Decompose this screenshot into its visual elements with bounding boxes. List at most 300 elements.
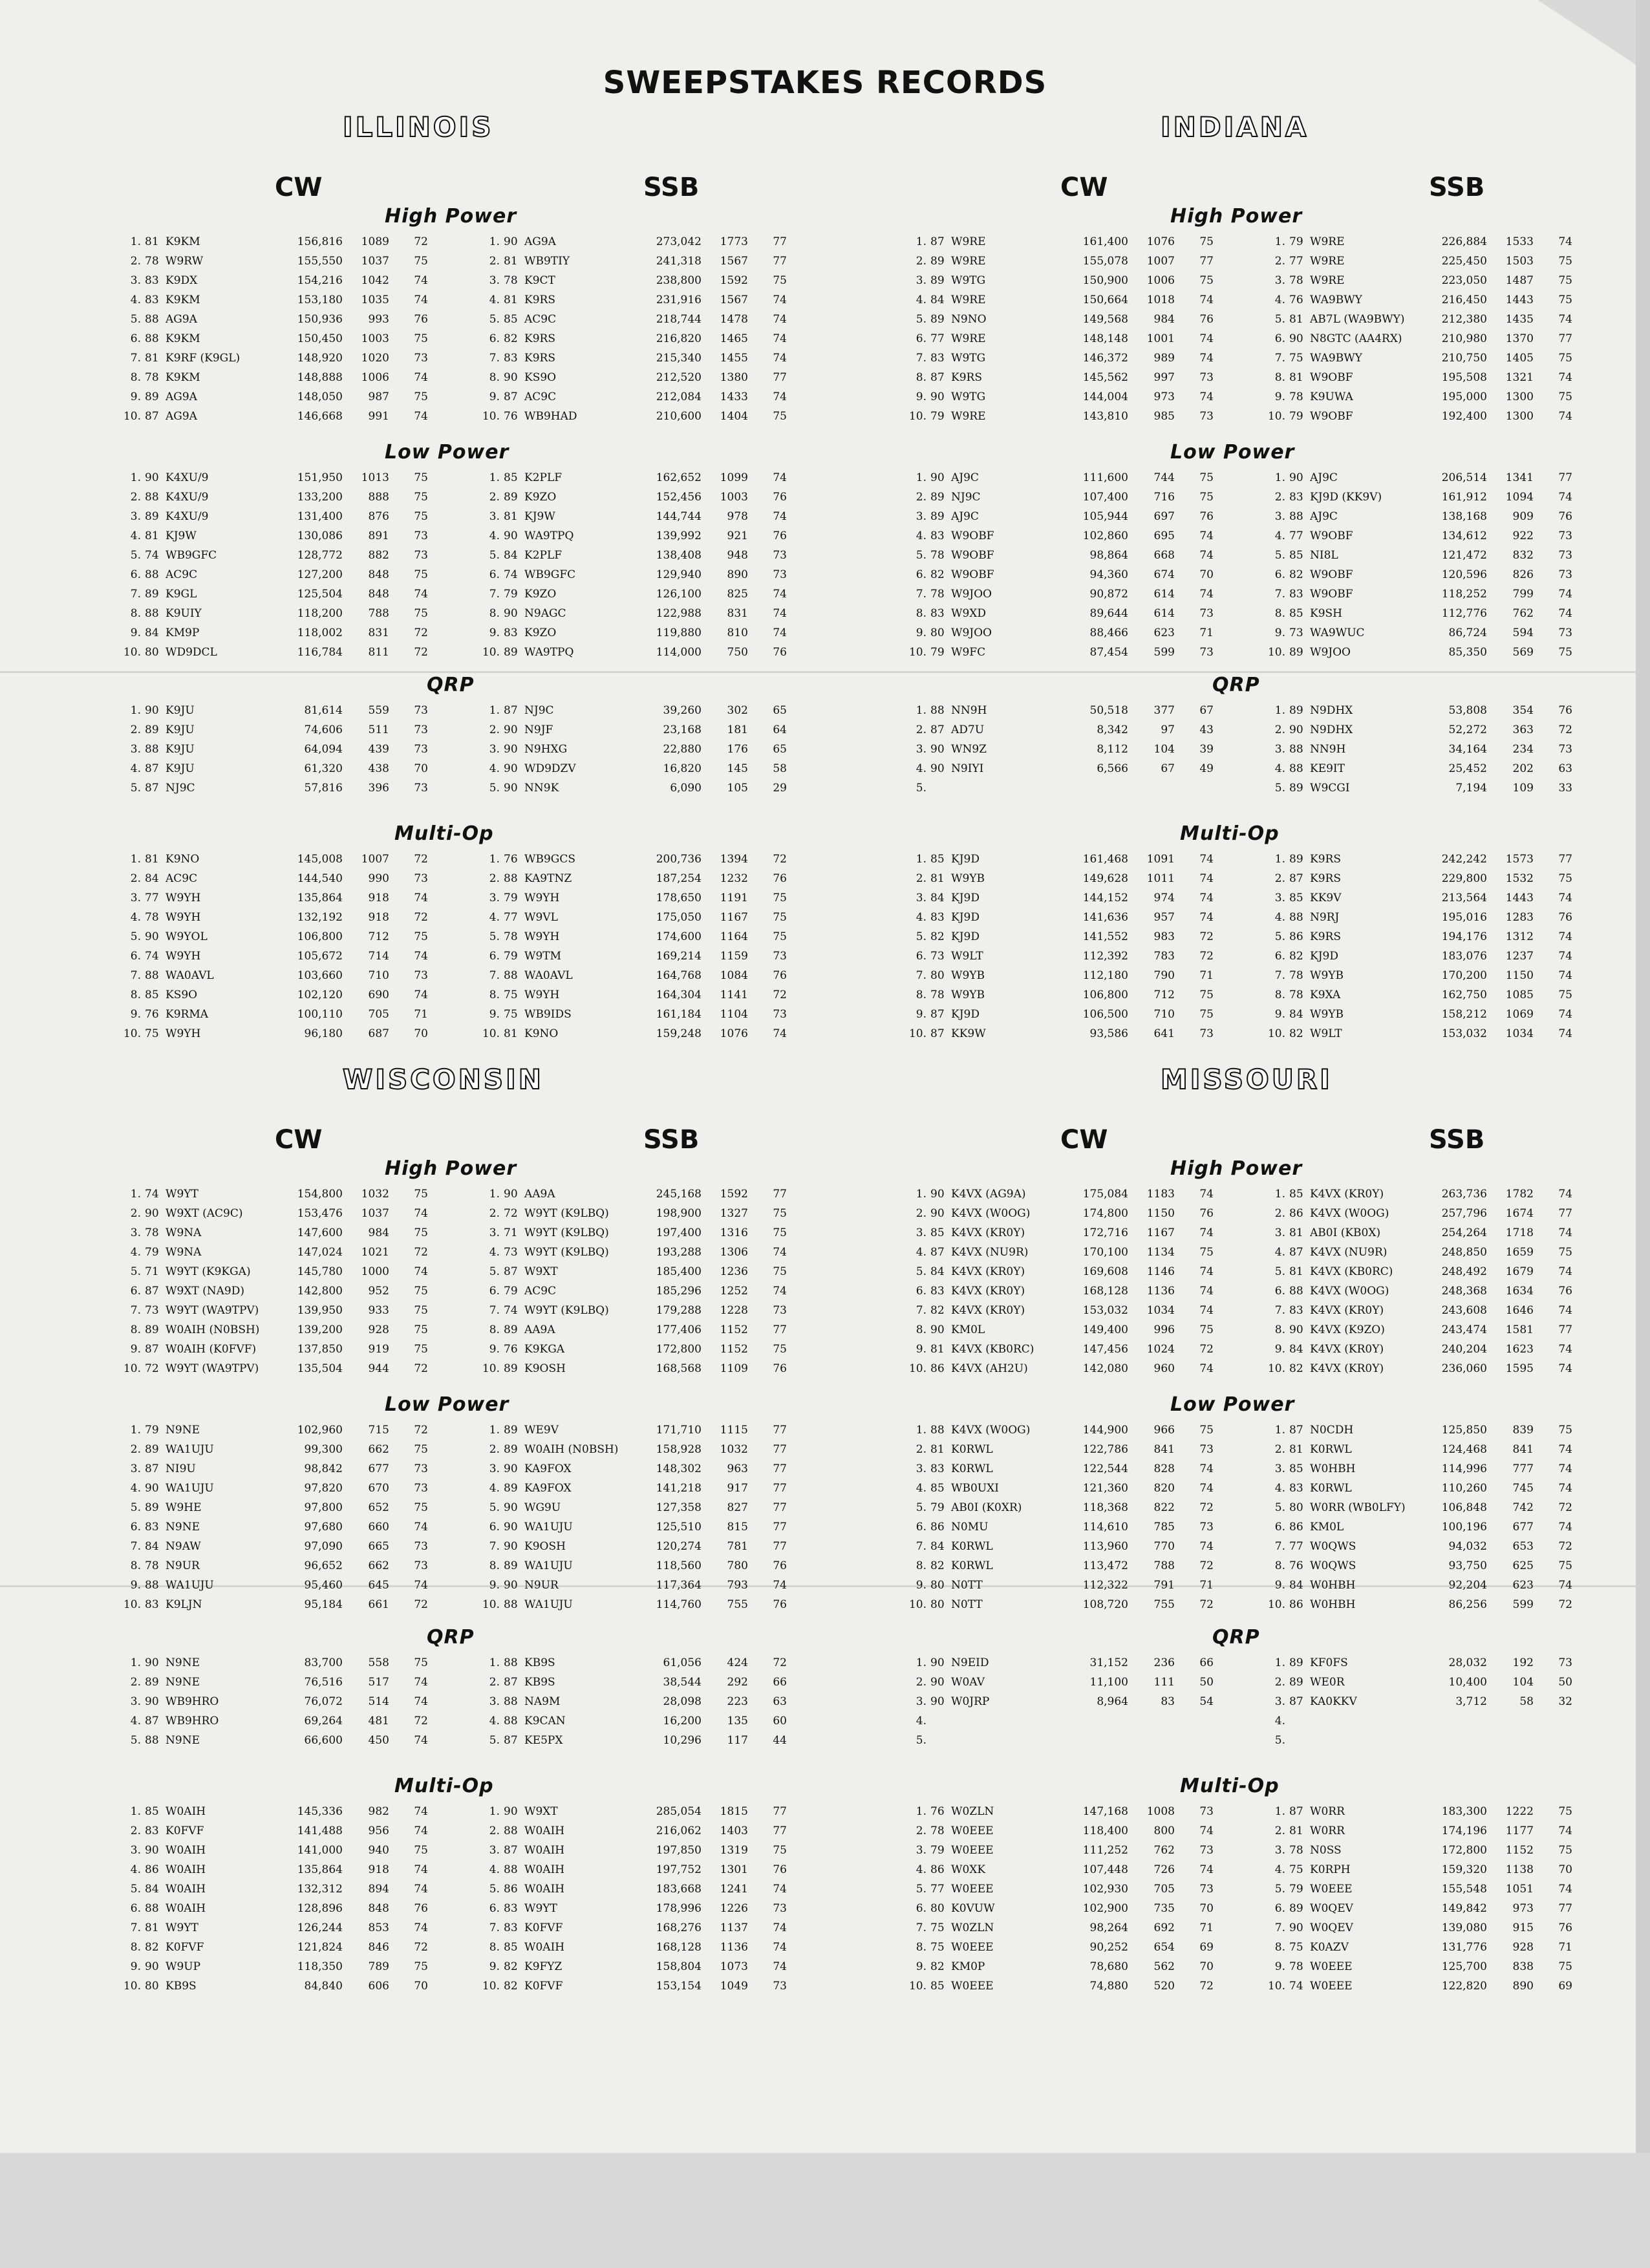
record-multipliers: 72 bbox=[1558, 1501, 1572, 1514]
record-callsign: K0RWL bbox=[951, 1540, 993, 1553]
record-score: 212,520 bbox=[656, 371, 702, 384]
record-rank: 5. bbox=[1274, 930, 1285, 943]
record-multipliers: 71 bbox=[1199, 626, 1214, 639]
record-year: 87 bbox=[930, 723, 945, 736]
record-rank: 1. bbox=[916, 1656, 927, 1669]
table-row bbox=[902, 1673, 1214, 1692]
record-year: 81 bbox=[930, 1443, 945, 1456]
record-multipliers: 74 bbox=[1558, 235, 1572, 248]
record-callsign: WB9IDS bbox=[524, 1008, 572, 1021]
table-row bbox=[902, 1821, 1214, 1841]
table-row bbox=[116, 623, 428, 643]
record-qsos: 1567 bbox=[720, 294, 748, 306]
record-score: 225,450 bbox=[1441, 255, 1487, 268]
record-qsos: 654 bbox=[1153, 1941, 1175, 1954]
record-qsos: 909 bbox=[1512, 510, 1534, 523]
record-multipliers: 72 bbox=[773, 1656, 787, 1669]
record-callsign: AD7U bbox=[951, 723, 985, 736]
record-year: 75 bbox=[930, 1941, 945, 1954]
category-multi-op: Multi-Op bbox=[1180, 822, 1280, 845]
record-qsos: 1076 bbox=[720, 1027, 748, 1040]
record-rank: 9. bbox=[130, 390, 141, 403]
record-year: 87 bbox=[504, 1265, 518, 1278]
record-rank: 9. bbox=[1274, 1960, 1285, 1973]
record-year: 78 bbox=[930, 549, 945, 562]
record-score: 121,472 bbox=[1441, 549, 1487, 562]
record-callsign: K4VX (KR0Y) bbox=[1310, 1362, 1384, 1375]
record-multipliers: 70 bbox=[1558, 1863, 1572, 1876]
record-rank: 4. bbox=[489, 1246, 500, 1259]
record-multipliers: 74 bbox=[1199, 1265, 1214, 1278]
record-year: 79 bbox=[145, 1424, 159, 1437]
record-multipliers: 74 bbox=[1199, 1285, 1214, 1298]
table-row bbox=[1261, 1731, 1572, 1750]
record-rank: 5. bbox=[130, 313, 141, 326]
table-row bbox=[116, 1692, 428, 1711]
record-year: 85 bbox=[504, 471, 518, 484]
table-row bbox=[1261, 1711, 1572, 1731]
record-year: 89 bbox=[504, 1559, 518, 1572]
record-year: 88 bbox=[145, 1902, 159, 1915]
record-year: 78 bbox=[504, 274, 518, 287]
table-row bbox=[475, 985, 787, 1005]
table-row bbox=[116, 1879, 428, 1899]
record-score bbox=[1066, 778, 1128, 798]
record-callsign: W9RE bbox=[1310, 274, 1345, 287]
record-rank: 1. bbox=[1274, 1188, 1285, 1201]
record-year: 84 bbox=[930, 1540, 945, 1553]
record-qsos: 810 bbox=[727, 626, 748, 639]
record-rank: 10. bbox=[908, 1362, 927, 1375]
record-rank: 4. bbox=[916, 530, 927, 542]
category-low-power: Low Power bbox=[1170, 1393, 1295, 1416]
table-row bbox=[116, 1653, 428, 1673]
record-callsign: WA0AVL bbox=[524, 969, 573, 982]
record-rank: 8. bbox=[130, 1323, 141, 1336]
record-year: 88 bbox=[145, 969, 159, 982]
table-row bbox=[1261, 985, 1572, 1005]
record-rank: 4. bbox=[1274, 1246, 1285, 1259]
record-rank: 1. bbox=[130, 853, 141, 866]
record-qsos: 109 bbox=[1512, 782, 1534, 795]
record-qsos: 710 bbox=[368, 969, 389, 982]
record-multipliers: 75 bbox=[414, 568, 428, 581]
record-score: 238,800 bbox=[656, 274, 702, 287]
record-year: 90 bbox=[145, 1844, 159, 1857]
table-row bbox=[475, 1692, 787, 1711]
record-rank: 9. bbox=[489, 1008, 500, 1021]
record-callsign: W9JOO bbox=[1310, 646, 1351, 659]
record-qsos: 1006 bbox=[1146, 274, 1175, 287]
record-rank: 4. bbox=[1274, 762, 1285, 775]
record-multipliers: 74 bbox=[1199, 911, 1214, 924]
record-year: 78 bbox=[930, 989, 945, 1001]
record-multipliers: 77 bbox=[1558, 332, 1572, 345]
record-rank: 2. bbox=[1274, 872, 1285, 885]
record-rank: 4. bbox=[489, 294, 500, 306]
record-qsos: 989 bbox=[1153, 352, 1175, 365]
record-score: 178,650 bbox=[656, 892, 702, 904]
record-score: 172,800 bbox=[656, 1343, 702, 1356]
category-qrp: QRP bbox=[427, 674, 475, 696]
record-multipliers: 72 bbox=[414, 1715, 428, 1728]
record-score: 139,200 bbox=[297, 1323, 343, 1336]
record-score: 195,000 bbox=[1441, 390, 1487, 403]
record-year: 89 bbox=[504, 1323, 518, 1336]
record-callsign: K0AZV bbox=[1310, 1941, 1349, 1954]
table-row bbox=[116, 740, 428, 759]
record-year: 81 bbox=[145, 853, 159, 866]
record-year: 72 bbox=[145, 1362, 159, 1375]
record-score: 240,204 bbox=[1441, 1343, 1487, 1356]
record-qsos: 846 bbox=[368, 1941, 389, 1954]
record-qsos: 1034 bbox=[1505, 1027, 1534, 1040]
record-year: 87 bbox=[145, 410, 159, 423]
record-multipliers: 75 bbox=[1558, 872, 1572, 885]
record-rank: 9. bbox=[916, 626, 927, 639]
record-score: 112,776 bbox=[1441, 607, 1487, 620]
record-year: 85 bbox=[145, 989, 159, 1001]
record-qsos: 890 bbox=[1512, 1980, 1534, 1993]
table-row bbox=[902, 348, 1214, 368]
table-row bbox=[902, 1938, 1214, 1957]
record-qsos: 973 bbox=[1512, 1902, 1534, 1915]
record-multipliers: 73 bbox=[1199, 1521, 1214, 1534]
record-year: 84 bbox=[145, 872, 159, 885]
table-row bbox=[475, 271, 787, 290]
record-multipliers: 70 bbox=[1199, 1960, 1214, 1973]
record-callsign: KE9IT bbox=[1310, 762, 1345, 775]
record-multipliers: 77 bbox=[773, 1443, 787, 1456]
record-multipliers: 74 bbox=[773, 1921, 787, 1934]
record-rank: 8. bbox=[489, 989, 500, 1001]
cw-qrp-table bbox=[116, 1653, 428, 1750]
table-row bbox=[1261, 1262, 1572, 1281]
record-year: 90 bbox=[930, 1188, 945, 1201]
record-score: 175,050 bbox=[656, 911, 702, 924]
table-row bbox=[475, 1731, 787, 1750]
record-rank: 4. bbox=[916, 762, 927, 775]
record-callsign: WB9HAD bbox=[524, 410, 577, 423]
record-qsos: 1403 bbox=[720, 1824, 748, 1837]
record-callsign: KJ9D bbox=[951, 911, 980, 924]
record-qsos: 1327 bbox=[720, 1207, 748, 1220]
ssb-multi-op-table bbox=[1261, 1802, 1572, 1996]
record-callsign: WB9HRO bbox=[166, 1695, 219, 1708]
record-year: 84 bbox=[930, 1265, 945, 1278]
record-rank: 7. bbox=[916, 352, 927, 365]
record-multipliers: 72 bbox=[1199, 1343, 1214, 1356]
record-score: 97,090 bbox=[304, 1540, 343, 1553]
record-multipliers: 75 bbox=[773, 274, 787, 287]
record-callsign: NJ9C bbox=[951, 491, 981, 504]
record-score: 102,960 bbox=[297, 1424, 343, 1437]
record-qsos: 1567 bbox=[720, 255, 748, 268]
record-year: 89 bbox=[145, 1443, 159, 1456]
record-rank: 7. bbox=[489, 1921, 500, 1934]
record-score: 117,364 bbox=[656, 1579, 702, 1592]
record-callsign: W9YT (K9LBQ) bbox=[524, 1304, 609, 1317]
record-callsign: K4VX (KR0Y) bbox=[1310, 1304, 1384, 1317]
record-year: 74 bbox=[145, 549, 159, 562]
record-score: 183,668 bbox=[656, 1883, 702, 1896]
record-score: 103,660 bbox=[297, 969, 343, 982]
record-multipliers: 77 bbox=[773, 235, 787, 248]
record-qsos: 67 bbox=[1161, 762, 1175, 775]
record-callsign: W9YB bbox=[1310, 1008, 1344, 1021]
record-year: 83 bbox=[1289, 491, 1303, 504]
record-qsos: 1241 bbox=[720, 1883, 748, 1896]
category-low-power: Low Power bbox=[385, 1393, 509, 1416]
record-callsign: K4VX (KR0Y) bbox=[951, 1265, 1025, 1278]
record-year: 78 bbox=[1289, 1844, 1303, 1857]
record-qsos: 687 bbox=[368, 1027, 389, 1040]
record-score: 133,200 bbox=[297, 491, 343, 504]
record-callsign: K9OSH bbox=[524, 1540, 566, 1553]
record-callsign: W9OBF bbox=[951, 530, 994, 542]
record-qsos: 1226 bbox=[720, 1902, 748, 1915]
record-year: 88 bbox=[504, 872, 518, 885]
record-qsos: 1455 bbox=[720, 352, 748, 365]
record-callsign: W9YT (WA9TPV) bbox=[166, 1362, 259, 1375]
record-year: 90 bbox=[504, 371, 518, 384]
table-row bbox=[116, 329, 428, 348]
record-callsign: K9RS bbox=[951, 371, 982, 384]
record-multipliers: 75 bbox=[1558, 390, 1572, 403]
table-row bbox=[116, 1479, 428, 1498]
record-multipliers: 76 bbox=[1558, 1285, 1572, 1298]
record-multipliers: 75 bbox=[1558, 255, 1572, 268]
record-qsos: 716 bbox=[1153, 491, 1175, 504]
record-rank: 7. bbox=[130, 1304, 141, 1317]
record-score: 125,850 bbox=[1441, 1424, 1487, 1437]
record-rank: 7. bbox=[130, 352, 141, 365]
record-year: 89 bbox=[145, 588, 159, 601]
record-score: 98,264 bbox=[1089, 1921, 1128, 1934]
record-callsign: WA9TPQ bbox=[524, 530, 574, 542]
record-callsign: K9JU bbox=[166, 704, 195, 717]
record-multipliers: 74 bbox=[1199, 1482, 1214, 1495]
table-row bbox=[1261, 1957, 1572, 1976]
record-callsign: K9RF (K9GL) bbox=[166, 352, 241, 365]
table-row bbox=[475, 290, 787, 310]
record-multipliers: 74 bbox=[414, 1734, 428, 1747]
record-multipliers: 75 bbox=[414, 1501, 428, 1514]
record-rank: 1. bbox=[489, 1805, 500, 1818]
record-year: 90 bbox=[145, 1656, 159, 1669]
record-rank: 5. bbox=[130, 930, 141, 943]
table-row bbox=[1261, 348, 1572, 368]
record-score: 212,084 bbox=[656, 390, 702, 403]
table-row bbox=[1261, 1860, 1572, 1879]
record-rank: 3. bbox=[489, 1844, 500, 1857]
record-year: 89 bbox=[504, 1362, 518, 1375]
record-qsos: 1099 bbox=[720, 471, 748, 484]
record-multipliers: 74 bbox=[1558, 1265, 1572, 1278]
table-row bbox=[116, 1420, 428, 1440]
record-multipliers: 76 bbox=[1558, 704, 1572, 717]
table-row bbox=[902, 778, 1214, 798]
record-score: 248,368 bbox=[1441, 1285, 1487, 1298]
record-rank: 9. bbox=[916, 1579, 927, 1592]
record-rank: 8. bbox=[130, 371, 141, 384]
record-callsign: K9ZO bbox=[524, 626, 557, 639]
record-year: 90 bbox=[504, 235, 518, 248]
record-multipliers: 74 bbox=[414, 294, 428, 306]
record-callsign: KB9S bbox=[524, 1676, 555, 1689]
record-multipliers: 74 bbox=[773, 1960, 787, 1973]
record-year: 83 bbox=[504, 1921, 518, 1934]
record-score: 169,608 bbox=[1082, 1265, 1128, 1278]
record-rank: 10. bbox=[123, 646, 141, 659]
record-score: 150,664 bbox=[1082, 294, 1128, 306]
record-year: 90 bbox=[504, 1188, 518, 1201]
table-row bbox=[116, 888, 428, 908]
table-row bbox=[902, 1918, 1214, 1938]
record-qsos: 1573 bbox=[1505, 853, 1534, 866]
record-qsos: 1773 bbox=[720, 235, 748, 248]
record-callsign: AB7L (WA9BWY) bbox=[1310, 313, 1405, 326]
record-rank: 4. bbox=[489, 1863, 500, 1876]
record-multipliers: 73 bbox=[1558, 530, 1572, 542]
record-callsign: W0EEE bbox=[1310, 1883, 1353, 1896]
record-multipliers: 75 bbox=[1558, 1246, 1572, 1259]
record-callsign: N9NE bbox=[166, 1656, 200, 1669]
record-score bbox=[1066, 1711, 1128, 1731]
record-multipliers: 76 bbox=[773, 491, 787, 504]
record-callsign: N0TT bbox=[951, 1598, 983, 1611]
record-score: 210,600 bbox=[656, 410, 702, 423]
record-multipliers: 74 bbox=[1199, 1362, 1214, 1375]
record-rank: 9. bbox=[916, 1008, 927, 1021]
record-qsos: 1659 bbox=[1505, 1246, 1534, 1259]
record-multipliers: 74 bbox=[1199, 1863, 1214, 1876]
record-score: 149,400 bbox=[1082, 1323, 1128, 1336]
record-rank: 7. bbox=[916, 1540, 927, 1553]
record-callsign: N9NE bbox=[166, 1521, 200, 1534]
record-callsign: K0RWL bbox=[951, 1462, 993, 1475]
record-score: 171,710 bbox=[656, 1424, 702, 1437]
record-year: 86 bbox=[930, 1362, 945, 1375]
record-score: 177,406 bbox=[656, 1323, 702, 1336]
record-rank: 5. bbox=[1274, 1883, 1285, 1896]
record-rank: 2. bbox=[1274, 491, 1285, 504]
record-score: 94,032 bbox=[1448, 1540, 1487, 1553]
record-callsign: K4VX (W0OG) bbox=[1310, 1285, 1389, 1298]
record-rank: 3. bbox=[1274, 892, 1285, 904]
record-score: 121,824 bbox=[297, 1941, 343, 1954]
record-rank: 2. bbox=[130, 1443, 141, 1456]
record-score: 118,200 bbox=[297, 607, 343, 620]
record-callsign: KJ9W bbox=[166, 530, 197, 542]
record-score: 28,032 bbox=[1448, 1656, 1487, 1669]
cw-low-power-table bbox=[116, 1420, 428, 1614]
record-score: 69,264 bbox=[304, 1715, 343, 1728]
table-row bbox=[475, 1223, 787, 1243]
record-year: 90 bbox=[504, 743, 518, 756]
record-year: 89 bbox=[504, 1443, 518, 1456]
record-callsign: K0FVF bbox=[166, 1941, 204, 1954]
record-qsos: 202 bbox=[1512, 762, 1534, 775]
record-score: 113,960 bbox=[1082, 1540, 1128, 1553]
record-rank: 4. bbox=[130, 1715, 141, 1728]
cw-high-power-table bbox=[116, 232, 428, 426]
record-score: 89,644 bbox=[1089, 607, 1128, 620]
record-qsos: 712 bbox=[368, 930, 389, 943]
table-row bbox=[116, 1359, 428, 1378]
record-score: 155,078 bbox=[1082, 255, 1128, 268]
record-multipliers: 74 bbox=[1558, 1462, 1572, 1475]
record-multipliers: 58 bbox=[773, 762, 787, 775]
record-multipliers: 74 bbox=[1558, 1579, 1572, 1592]
table-row bbox=[1261, 1879, 1572, 1899]
table-row bbox=[902, 1731, 1214, 1750]
record-rank: 7. bbox=[1274, 588, 1285, 601]
record-multipliers: 74 bbox=[1199, 1304, 1214, 1317]
record-callsign: K4XU/9 bbox=[166, 471, 209, 484]
cw-multi-op-table bbox=[902, 850, 1214, 1043]
record-qsos: 781 bbox=[727, 1540, 748, 1553]
record-multipliers: 70 bbox=[414, 1027, 428, 1040]
record-qsos: 1032 bbox=[720, 1443, 748, 1456]
record-multipliers: 71 bbox=[414, 1008, 428, 1021]
record-multipliers: 64 bbox=[773, 723, 787, 736]
record-qsos: 1533 bbox=[1505, 235, 1534, 248]
table-row bbox=[1261, 1576, 1572, 1595]
record-rank: 5. bbox=[130, 782, 141, 795]
record-rank: 2. bbox=[130, 872, 141, 885]
record-callsign: W0AIH bbox=[524, 1824, 565, 1837]
record-qsos: 1020 bbox=[361, 352, 389, 365]
record-multipliers: 72 bbox=[1199, 950, 1214, 963]
record-score: 96,180 bbox=[304, 1027, 343, 1040]
record-score: 144,744 bbox=[656, 510, 702, 523]
record-qsos: 354 bbox=[1512, 704, 1534, 717]
table-row bbox=[475, 1440, 787, 1459]
record-score: 131,400 bbox=[297, 510, 343, 523]
table-row bbox=[475, 251, 787, 271]
record-callsign: WD9DZV bbox=[524, 762, 576, 775]
record-score: 245,168 bbox=[656, 1188, 702, 1201]
record-qsos: 302 bbox=[727, 704, 748, 717]
record-qsos: 974 bbox=[1153, 892, 1175, 904]
record-multipliers: 75 bbox=[414, 1323, 428, 1336]
record-multipliers: 75 bbox=[773, 911, 787, 924]
record-year: 83 bbox=[504, 626, 518, 639]
record-qsos: 1001 bbox=[1146, 332, 1175, 345]
table-row bbox=[116, 310, 428, 329]
record-multipliers: 74 bbox=[414, 950, 428, 963]
ssb-high-power-table bbox=[475, 1184, 787, 1378]
record-callsign: K0RWL bbox=[1310, 1443, 1352, 1456]
record-multipliers: 74 bbox=[773, 1285, 787, 1298]
record-rank: 7. bbox=[916, 1921, 927, 1934]
record-score: 85,350 bbox=[1448, 646, 1487, 659]
record-year: 89 bbox=[504, 646, 518, 659]
table-row bbox=[116, 720, 428, 740]
table-row bbox=[475, 1320, 787, 1340]
record-callsign: K9RS bbox=[1310, 930, 1341, 943]
table-row bbox=[1261, 623, 1572, 643]
record-qsos: 983 bbox=[1153, 930, 1175, 943]
record-year: 82 bbox=[930, 1960, 945, 1973]
ssb-multi-op-table bbox=[1261, 850, 1572, 1043]
record-score: 97,800 bbox=[304, 1501, 343, 1514]
record-score: 112,180 bbox=[1082, 969, 1128, 982]
record-multipliers: 75 bbox=[414, 1188, 428, 1201]
mode-heading-cw: CW bbox=[275, 1125, 323, 1155]
record-multipliers: 77 bbox=[773, 1482, 787, 1495]
